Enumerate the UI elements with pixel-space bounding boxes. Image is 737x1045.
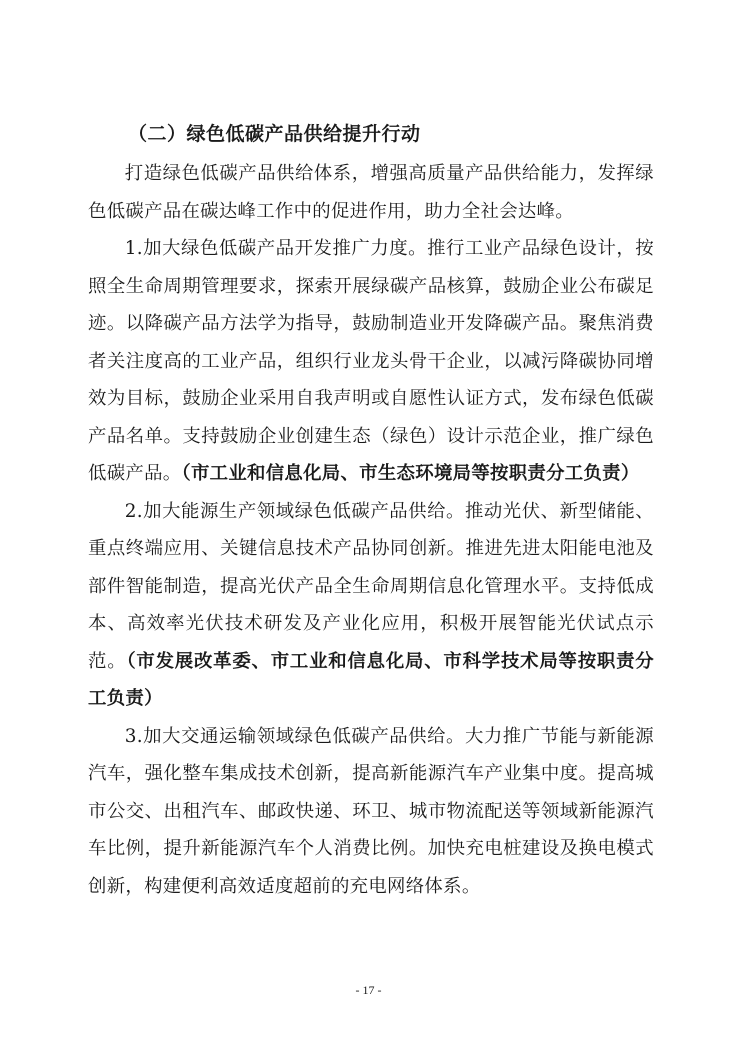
paragraph-item-2: [88, 493, 654, 718]
document-page: [88, 118, 654, 905]
paragraph-item-3: [88, 718, 654, 906]
responsible-units: （市发展改革委、市工业和信息化局、市科学技术局等按职责分工负责）: [88, 650, 654, 709]
paragraph-item-1: [88, 230, 654, 493]
paragraph-text: 3.加大交通运输领域绿色低碳产品供给。大力推广节能与新能源汽车，强化整车集成技术创新，提高新能源汽车产业集中度。提高城市公交、出租汽车、邮政快递、环卫、城市物流配送等领域新能源汽车比例，提升新能源汽车个人消费比例。加快充电桩建设及换电模式创新，构建便利高效适度超前的充电网络体系。: [88, 725, 654, 897]
section-heading: （二）绿色低碳产品供给提升行动: [128, 123, 421, 145]
paragraph-text: 1.加大绿色低碳产品开发推广力度。推行工业产品绿色设计，按照全生命周期管理要求，探索开展绿碳产品核算，鼓励企业公布碳足迹。以降碳产品方法学为指导，鼓励制造业开发降碳产品。聚焦消费者关注度高的工业产品，组织行业龙头骨干企业，以减污降碳协同增效为目标，鼓励企业采用自我声明或自愿性认证方式，发布绿色低碳产品名单。支持鼓励企业创建生态（绿色）设计示范企业，推广绿色低碳产品。: [88, 238, 654, 484]
responsible-units: （市工业和信息化局、市生态环境局等按职责分工负责）: [181, 463, 640, 484]
paragraph-text: 2.加大能源生产领域绿色低碳产品供给。推动光伏、新型储能、重点终端应用、关键信息技术产品协同创新。推进先进太阳能电池及部件智能制造，提高光伏产品全生命周期信息化管理水平。支持低成本、高效率光伏技术研发及产业化应用，积极开展智能光伏试点示范。: [88, 500, 654, 672]
paragraph-intro: [88, 155, 654, 230]
paragraph-text: 打造绿色低碳产品供给体系，增强高质量产品供给能力，发挥绿色低碳产品在碳达峰工作中的促进作用，助力全社会达峰。: [88, 163, 654, 222]
page-number: - 17 -: [355, 983, 382, 997]
